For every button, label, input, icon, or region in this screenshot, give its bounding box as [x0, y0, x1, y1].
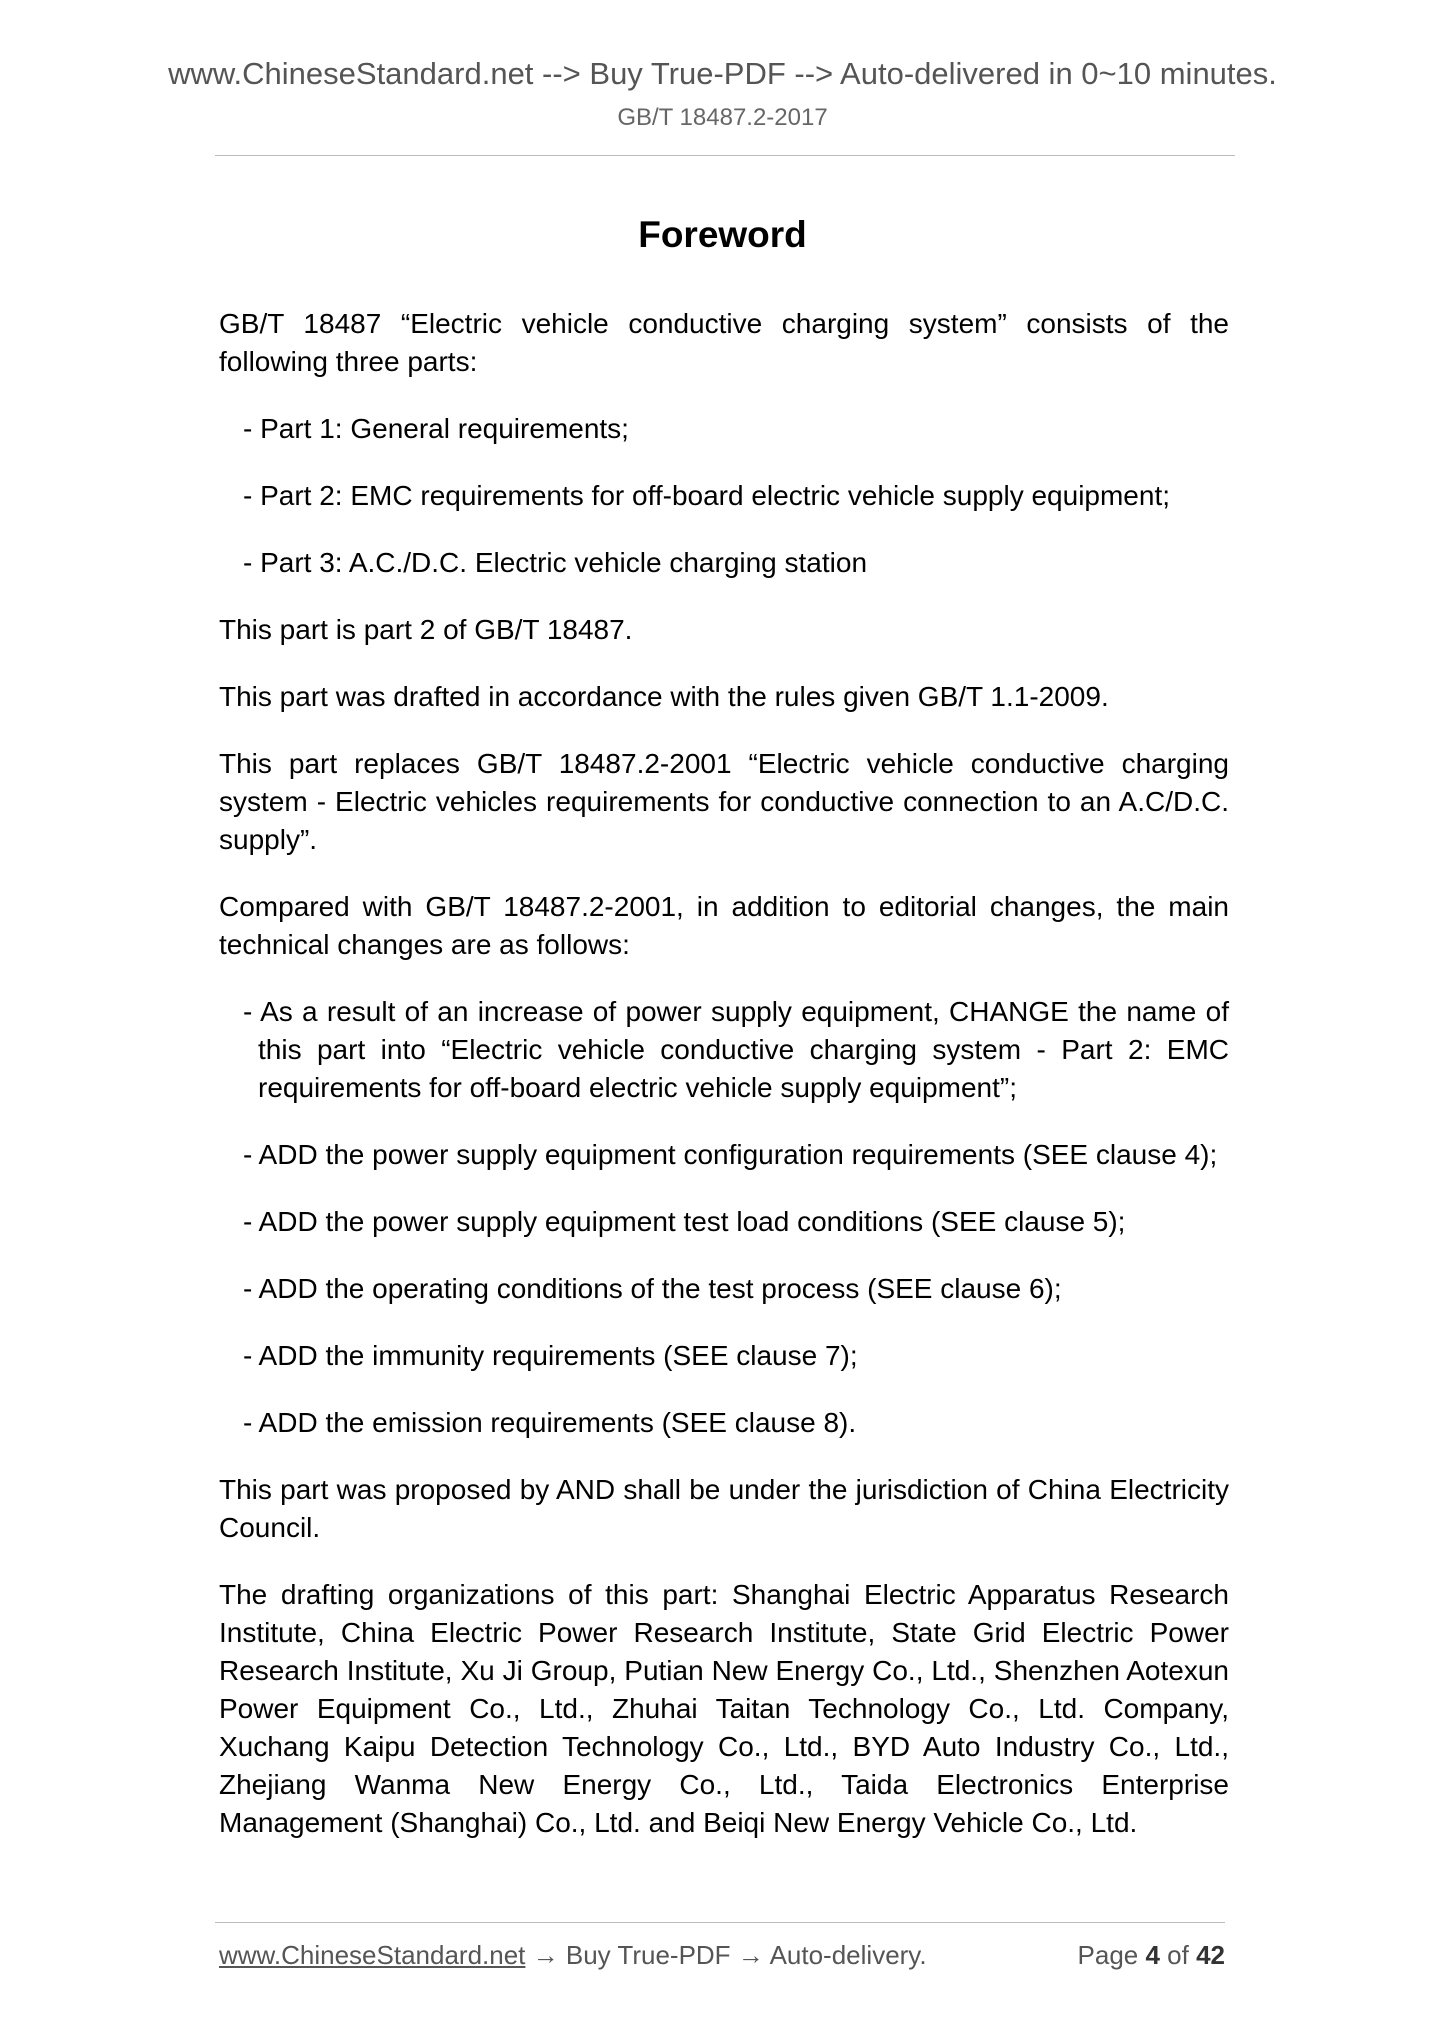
footer-site-link[interactable]: www.ChineseStandard.net	[219, 1940, 526, 1970]
paragraph-changes-intro: Compared with GB/T 18487.2-2001, in addition to editorial changes, the main technical changes are as follows:	[219, 891, 1229, 960]
foreword-body	[219, 305, 1229, 1871]
page-number	[1078, 1940, 1225, 1971]
paragraph-replaces: This part replaces GB/T 18487.2-2001 “Electric vehicle conductive charging system - Electric vehicles requirements for conductive connection to an A.C/D.C. supply”.	[219, 748, 1229, 855]
list-item-part-2: - Part 2: EMC requirements for off-board electric vehicle supply equipment;	[243, 480, 1171, 511]
header-divider	[215, 155, 1235, 156]
paragraph-part-number: This part is part 2 of GB/T 18487.	[219, 614, 633, 645]
footer-delivery-text: → Buy True-PDF → Auto-delivery.	[525, 1940, 927, 1970]
paragraph-intro: GB/T 18487 “Electric vehicle conductive charging system” consists of the following three parts:	[219, 308, 1229, 377]
list-item-change-emission: - ADD the emission requirements (SEE clause 8).	[243, 1407, 857, 1438]
page-total: 42	[1196, 1940, 1225, 1970]
list-item-change-load: - ADD the power supply equipment test load conditions (SEE clause 5);	[243, 1206, 1126, 1237]
top-banner: www.ChineseStandard.net --> Buy True-PDF --> Auto-delivered in 0~10 minutes.	[168, 56, 1277, 91]
list-item-change-config: - ADD the power supply equipment configuration requirements (SEE clause 4);	[243, 1139, 1218, 1170]
page-of: of	[1159, 1940, 1197, 1970]
paragraph-proposed-by: This part was proposed by AND shall be under the jurisdiction of China Electricity Council.	[219, 1474, 1229, 1543]
footer-divider	[215, 1922, 1225, 1923]
list-item-change-operating: - ADD the operating conditions of the test process (SEE clause 6);	[243, 1273, 1062, 1304]
list-item-part-3: - Part 3: A.C./D.C. Electric vehicle charging station	[243, 547, 868, 578]
list-item-change-immunity: - ADD the immunity requirements (SEE clause 7);	[243, 1340, 858, 1371]
paragraph-drafting-rules: This part was drafted in accordance with the rules given GB/T 1.1-2009.	[219, 681, 1109, 712]
list-item-change-name: - As a result of an increase of power supply equipment, CHANGE the name of this part into “Electric vehicle conductive charging system - Part 2: EMC requirements for off-board electric vehicle supply equipment”;	[243, 996, 1229, 1103]
footer-promo	[219, 1940, 927, 1971]
list-item-part-1: - Part 1: General requirements;	[243, 413, 629, 444]
standard-code: GB/T 18487.2-2017	[617, 104, 828, 131]
page-title: Foreword	[638, 214, 807, 255]
page-current: 4	[1145, 1940, 1160, 1970]
paragraph-drafting-organizations: The drafting organizations of this part: Shanghai Electric Apparatus Research Institute, China Electric Power Research Institute, State Grid Electric Power Research Institute, Xu Ji Group, Putian New Energy Co., Ltd., Shenzhen Aotexun Power Equipment Co., Ltd., Zhuhai Taitan Technology Co., Ltd. Company, Xuchang Kaipu Detection Technology Co., Ltd., BYD Auto Industry Co., Ltd., Zhejiang Wanma New Energy Co., Ltd., Taida Electronics Enterprise Management (Shanghai) Co., Ltd. and Beiqi New Energy Vehicle Co., Ltd.	[219, 1579, 1229, 1838]
page-prefix: Page	[1077, 1940, 1146, 1970]
